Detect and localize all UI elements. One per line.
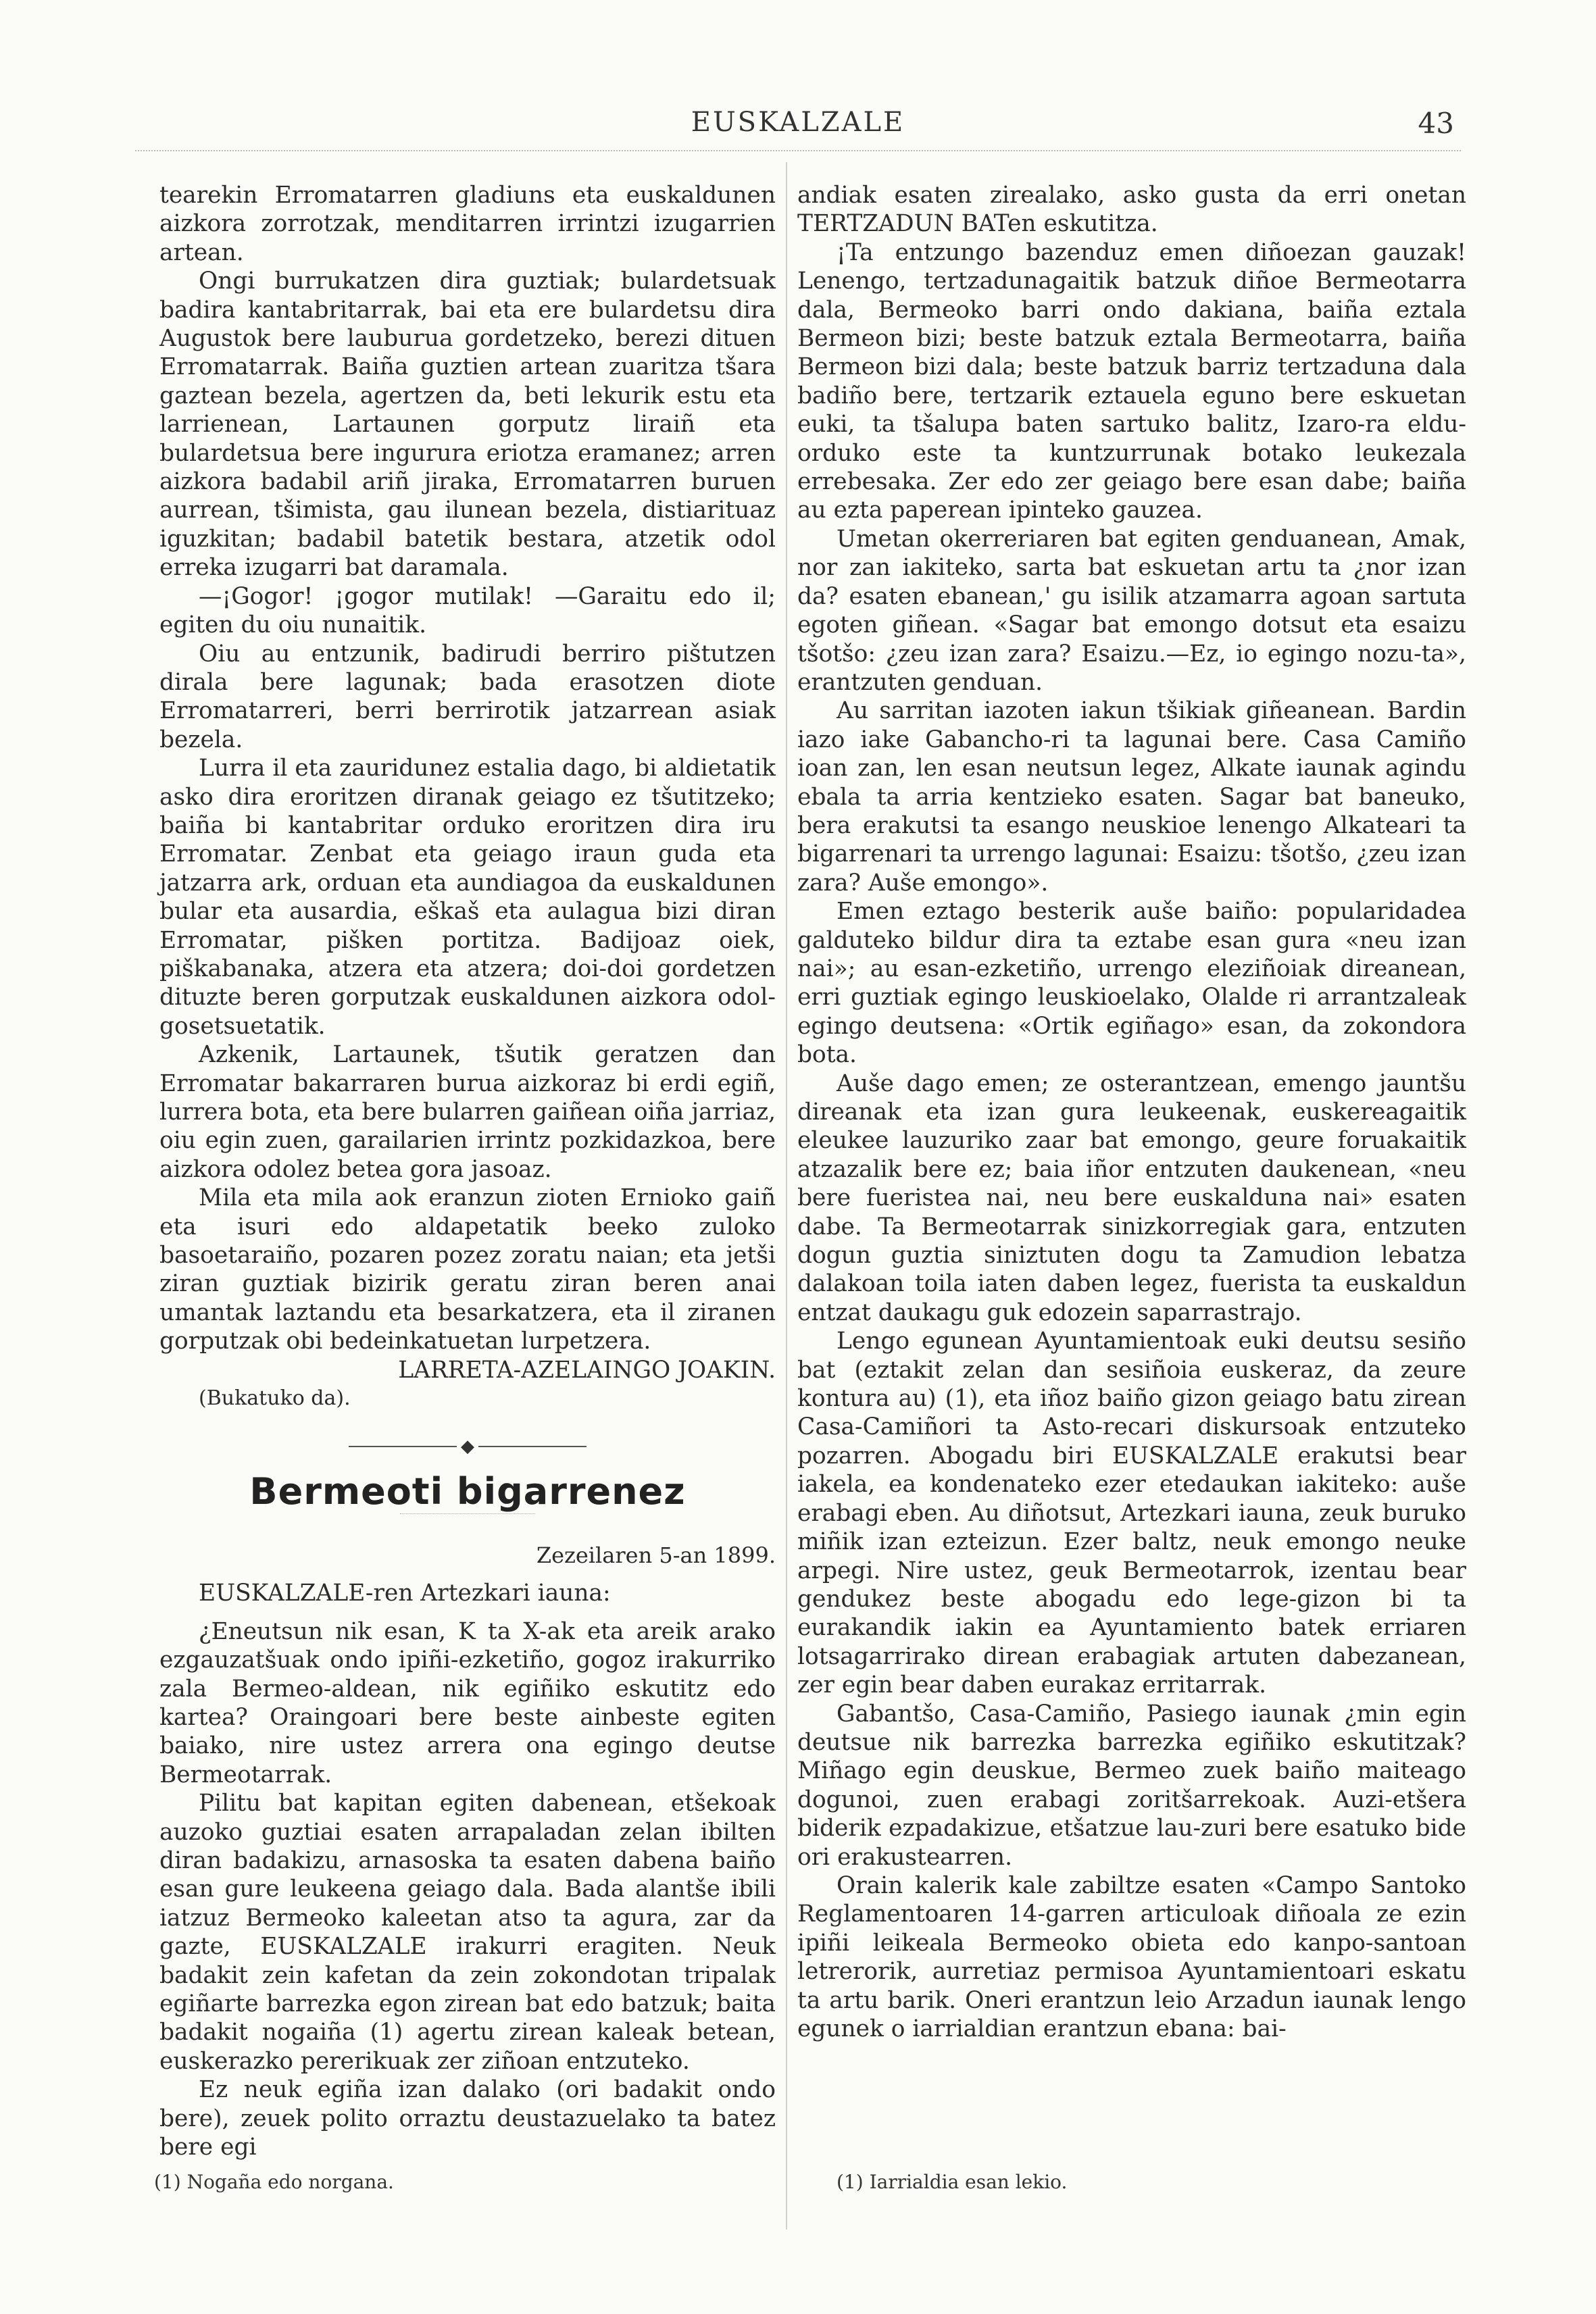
ornament-line — [349, 1446, 457, 1447]
column-divider — [786, 162, 787, 2230]
paragraph: Pilitu bat kapitan egiten dabenean, etšekoak auzoko guztiai esaten arrapaladan zelan ibilten diran badakizu, arnasoska ta esaten dabena baiño esan gure leukeena geiago dala. Bada alantše ibili iatzuz Bermeoko kaleetan atso ta agura, zar da gazte, EUSKALZALE irakurri eragiten. Neuk badakit zein kafetan da zein zokondotan tripalak egiñarte barrezka egon zirean bat edo batzuk; baita badakit nogaiña (1) agertu zirean kaleak betean, euskerazko pererikuak zer ziñoan entzuteko. — [159, 1790, 776, 2075]
paragraph: ¿Eneutsun nik esan, K ta X-ak eta areik arako ezgauzatšuak ondo ipiñi-ezketiño, gogoz irakurriko zala Bermeo-aldean, nik egiñiko eskutitz edo kartea? Oraingoari bere beste ainbeste egiten baiako, nire ustez arrera ona egingo deutse Bermeotarrak. — [159, 1617, 776, 1788]
footnote-right: (1) Iarrialdia esan lekio. — [837, 2171, 1068, 2193]
header-rule — [135, 150, 1461, 151]
paragraph: Emen eztago besterik auše baiño: popularidadea galduteko bildur dira ta eztabe esan gura «neu izan nai»; au esan-ezketiño, urrengo eleziñoiak direanean, erri guztiak egingo leuskioelako, Olalde ri arrantzaleak egingo deutsena: «Ortik egiñago» esan, da zokondora bota. — [797, 898, 1466, 1069]
running-header: EUSKALZALE — [691, 107, 905, 138]
right-column — [797, 181, 1466, 2043]
left-column — [159, 181, 776, 2161]
paragraph: Orain kalerik kale zabiltze esaten «Campo Santoko Reglamentoaren 14-garren articuloak diñoala ze ezin ipiñi leikeala Bermeoko obieta edo kanpo-santoan letrerorik, aurretiaz permisoa Ayuntamientoari eskatu ta artu barik. Oneri erantzun leio Arzadun iaunak lengo egunek o iarrialdian erantzun ebana: bai- — [797, 1871, 1466, 2042]
paragraph: Umetan okerreriaren bat egiten genduanean, Amak, nor zan iakiteko, sarta bat eskuetan artu ta ¿nor izan da? esaten ebanean,' gu isilik atzamarra agoan sartuta egoten giñean. «Sagar bat emongo dotsut eta esaizu tšotšo: ¿zeu izan zara? Esaizu.—Ez, io egingo nozu-ta», erantzuten genduan. — [797, 525, 1466, 696]
footnote-left: (1) Nogaña edo norgana. — [154, 2171, 394, 2193]
title-rule — [400, 1513, 535, 1514]
paragraph: Gabantšo, Casa-Camiño, Pasiego iaunak ¿min egin deutsue nik barrezka barrezka egiñiko eskutitzak? Miñago egin deuskue, Bermeo zuek baiño maiteago dogunoi, zuen erabagi zoritšarrekoak. Auzi-etšera biderik ezpadakizue, etšatzue lau-zuri bere esatuko bide ori erakustearren. — [797, 1700, 1466, 1871]
paragraph: Lurra il eta zauridunez estalia dago, bi aldietatik asko dira eroritzen diranak geiago ez tšutitzeko; baiña bi kantabritar orduko eroritzen dira iru Erromatar. Zenbat eta geiago iraun guda eta jatzarra ark, orduan eta aundiagoa da euskaldunen bular eta ausardia, eškaš eta aulagua bizi diran Erromatar, pišken portitza. Badijoaz oiek, piškabanaka, atzera eta atzera; doi-doi gordetzen dituzte beren gorputzak euskaldunen aizkora odol-gosetsuetatik. — [159, 755, 776, 1040]
ornament-diamond-icon: ◆ — [461, 1436, 474, 1457]
paragraph: Au sarritan iazoten iakun tšikiak giñeanean. Bardin iazo iake Gabancho-ri ta lagunai bere. Casa Camiño ioan zan, len esan neutsun legez, Alkate iaunak agindu ebala ta arria kentzieko esaten. Sagar bat baneuko, bera erakutsi ta esango neuskioe lenengo Alkateari ta bigarrenari ta urrengo lagunai: Esaizu: tšotšo, ¿zeu izan zara? Auše emongo». — [797, 697, 1466, 897]
paragraph: —¡Gogor! ¡gogor mutilak! —Garaitu edo il; egiten du oiu nunaitik. — [159, 582, 776, 639]
paragraph: tearekin Erromatarren gladiuns eta euskaldunen aizkora zorrotzak, menditarren irrintzi izugarrien artean. — [159, 182, 776, 266]
ornament-line — [478, 1446, 587, 1447]
dateline: Zezeilaren 5-an 1899. — [536, 1542, 776, 1568]
paragraph: Ongi burrukatzen dira guztiak; bulardetsuak badira kantabritarrak, bai eta ere bulardetsu dira Augustok bere lauburua gordetzeko, berezi dituen Erromatarrak. Baiña guztien artean zuaritza tšara gaztean bezela, agertzen da, beti lekurik estu eta larrienean, Lartaunen gorputz liraiñ eta bulardetsua bere ingurura eriotza eramanez; arren aizkora badabil ariñ jiraka, Erromatarren buruen aurrean, tšimista, gau ilunean bezela, distiarituaz iguzkitan; badabil batetik bestara, atzetik odol erreka izugarri bat daramala. — [159, 268, 776, 582]
paragraph: Ez neuk egiña izan dalako (ori badakit ondo bere), zeuek polito orraztu deustazuelako ta batez bere egi — [159, 2076, 776, 2161]
paragraph: Oiu au entzunik, badirudi berriro pištutzen dirala bere lagunak; bada erasotzen diote Erromatarreri, berri berrirotik jatzarrean asiak bezela. — [159, 640, 776, 753]
page-number: 43 — [1418, 107, 1454, 140]
salutation: EUSKALZALE-ren Artezkari iauna: — [199, 1580, 611, 1607]
paragraph: Auše dago emen; ze osterantzean, emengo jauntšu direanak eta izan gura leukeenak, euskereagaitik eleukee lauzuriko zaar bat emongo, geure foruakaitik atzazalik bere ez; baia iñor entzuten daukenean, «neu bere fueristea nai, neu bere euskalduna nai» esaten dabe. Ta Bermeotarrak sinizkorregiak gara, entzuten dogun guztia siniztuten dogu ta Zamudion lebatza dalakoan toila iaten daben legez, fuerista ta euskaldun entzat daukagu guk edozein saparrastrajo. — [797, 1070, 1466, 1326]
author-signature: LARRETA-AZELAINGO JOAKIN. — [398, 1356, 776, 1384]
paragraph: Mila eta mila aok eranzun zioten Ernioko gaiñ eta isuri edo aldapetatik beeko zuloko basoetaraiño, pozaren pozez zoratu naian; eta jetši ziran guztiak bizirik geratu ziran beren anai umantak laztandu eta besarkatzera, eta il ziranen gorputzak obi bedeinkatuetan lurpetzera. — [159, 1184, 776, 1355]
section-ornament — [159, 1436, 776, 1457]
article-title: Bermeoti bigarrenez — [249, 1470, 686, 1513]
paragraph: ¡Ta entzungo bazenduz emen diñoezan gauzak! Lenengo, tertzadunagaitik batzuk diñoe Bermeotarra dala, Bermeoko barri ondo dakiana, baiña eztala Bermeon bizi; beste batzuk eztala Bermeotarra, baiña Bermeon bizi dala; beste batzuk barriz tertzaduna dala badiño bere, tertzarik eztauela eguno bere eskuetan euki, ta tšalupa baten sartuko balitz, Izaro-ra eldu-orduko este ta kuntzurrunak botako leukezala errebesaka. Zer edo zer geiago bere esan dabe; baiña au ezta paperean ipinteko gauzea. — [797, 238, 1466, 524]
paragraph: andiak esaten zirealako, asko gusta da erri onetan TERTZADUN BATen eskutitza. — [797, 182, 1466, 238]
paragraph: Lengo egunean Ayuntamientoak euki deutsu sesiño bat (eztakit zelan dan sesiñoia euskeraz, da zeure kontura au) (1), eta iñoz baiño gizon geiago batu zirean Casa-Camiñori ta Asto-recari diskursoak entzuteko pozarren. Abogadu biri EUSKALZALE erakutsi bear iakela, ea kondenateko ezer etedaukan iakiteko: auše erabagi eben. Au diñotsut, Artezkari iauna, zeuk buruko miñik izan ezteizun. Ezer baltz, neuk emongo neuke arpegi. Nire ustez, geuk Bermeotarrok, izentau bear gendukez beste abogadu edo lege-gizon bi ta eurakandik iakin ea Ayuntamiento batek erriaren lotsagarrirako direan erabagiak artuten dabezanean, zer egin bear daben eurakaz erritarrak. — [797, 1328, 1466, 1699]
continued-note: (Bukatuko da). — [199, 1386, 351, 1411]
paragraph: Azkenik, Lartaunek, tšutik geratzen dan Erromatar bakarraren burua aizkoraz bi erdi egiñ, lurrera bota, eta bere bularren gaiñean oiña jarriaz, oiu egin zuen, garailarien irrintz pozkidazkoa, bere aizkora odolez betea gora jasoaz. — [159, 1041, 776, 1183]
